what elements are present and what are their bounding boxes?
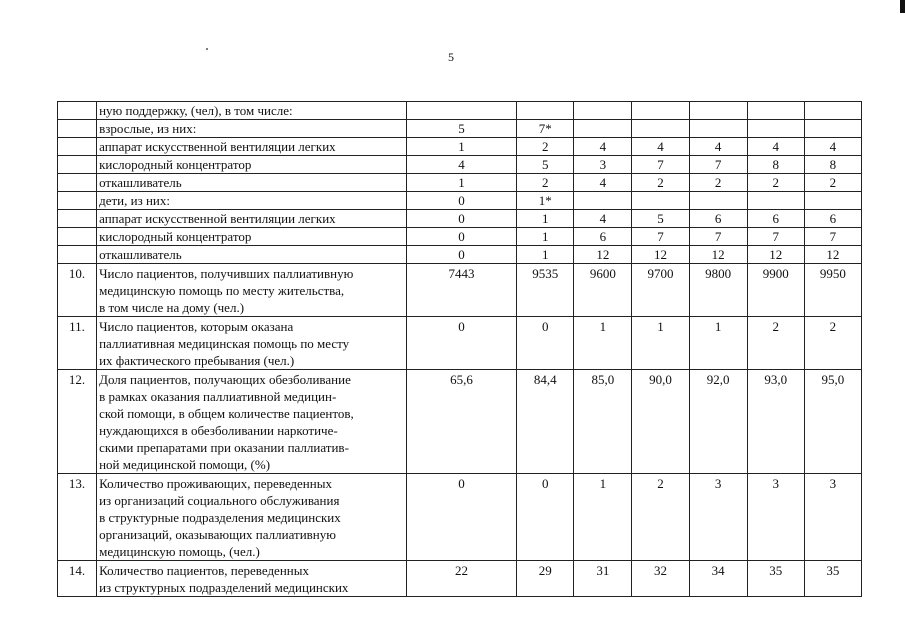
value-cell: 1 bbox=[517, 246, 574, 264]
value-cell: 0 bbox=[406, 246, 516, 264]
value-cell: 2 bbox=[747, 317, 804, 370]
row-description bbox=[97, 370, 407, 474]
table-row bbox=[58, 210, 862, 228]
value-cell: 7 bbox=[632, 228, 689, 246]
value-cell: 34 bbox=[689, 561, 747, 597]
value-cell bbox=[574, 192, 632, 210]
value-cell bbox=[632, 120, 689, 138]
value-cell: 35 bbox=[747, 561, 804, 597]
value-cell: 4 bbox=[632, 138, 689, 156]
row-number: 10. bbox=[58, 264, 97, 317]
value-cell: 6 bbox=[747, 210, 804, 228]
table-row bbox=[58, 474, 862, 561]
row-number bbox=[58, 246, 97, 264]
value-cell: 12 bbox=[574, 246, 632, 264]
table-row bbox=[58, 228, 862, 246]
value-cell: 5 bbox=[406, 120, 516, 138]
table-row bbox=[58, 561, 862, 597]
value-cell: 12 bbox=[689, 246, 747, 264]
value-cell: 9600 bbox=[574, 264, 632, 317]
row-description bbox=[97, 192, 407, 210]
value-cell: 85,0 bbox=[574, 370, 632, 474]
value-cell: 4 bbox=[574, 138, 632, 156]
description-line: скими препаратами при оказании паллиатив- bbox=[99, 440, 349, 455]
description-line: кислородный концентратор bbox=[99, 157, 252, 172]
value-cell: 2 bbox=[632, 474, 689, 561]
value-cell bbox=[804, 102, 861, 120]
value-cell: 6 bbox=[574, 228, 632, 246]
value-cell: 8 bbox=[747, 156, 804, 174]
value-cell: 9900 bbox=[747, 264, 804, 317]
value-cell bbox=[406, 102, 516, 120]
value-cell: 8 bbox=[804, 156, 861, 174]
description-line: организаций, оказывающих паллиативную bbox=[99, 527, 336, 542]
row-number: 12. bbox=[58, 370, 97, 474]
value-cell: 7 bbox=[689, 156, 747, 174]
row-number bbox=[58, 120, 97, 138]
row-description bbox=[97, 138, 407, 156]
value-cell: 22 bbox=[406, 561, 516, 597]
value-cell bbox=[517, 102, 574, 120]
description-line: аппарат искусственной вентиляции легких bbox=[99, 139, 336, 154]
value-cell: 35 bbox=[804, 561, 861, 597]
value-cell: 4 bbox=[574, 210, 632, 228]
value-cell bbox=[574, 120, 632, 138]
row-description bbox=[97, 156, 407, 174]
value-cell bbox=[689, 102, 747, 120]
value-cell: 12 bbox=[747, 246, 804, 264]
value-cell: 2 bbox=[747, 174, 804, 192]
value-cell: 2 bbox=[632, 174, 689, 192]
row-description bbox=[97, 317, 407, 370]
description-line: взрослые, из них: bbox=[99, 121, 197, 136]
value-cell bbox=[747, 120, 804, 138]
table-row bbox=[58, 317, 862, 370]
value-cell: 2 bbox=[804, 174, 861, 192]
description-line: медицинскую помощь, (чел.) bbox=[99, 544, 260, 559]
value-cell: 7 bbox=[689, 228, 747, 246]
table-row bbox=[58, 102, 862, 120]
description-line: Число пациентов, которым оказана bbox=[99, 319, 294, 334]
description-line: нуждающихся в обезболивании наркотиче- bbox=[99, 423, 338, 438]
table-row bbox=[58, 156, 862, 174]
row-description bbox=[97, 120, 407, 138]
value-cell: 0 bbox=[406, 317, 516, 370]
table-row bbox=[58, 264, 862, 317]
description-line: Количество пациентов, переведенных bbox=[99, 563, 309, 578]
value-cell: 12 bbox=[632, 246, 689, 264]
row-description bbox=[97, 246, 407, 264]
description-line: Количество проживающих, переведенных bbox=[99, 476, 332, 491]
value-cell bbox=[804, 120, 861, 138]
description-line: ской помощи, в общем количестве пациентов, bbox=[99, 406, 354, 421]
value-cell: 0 bbox=[406, 210, 516, 228]
row-description bbox=[97, 210, 407, 228]
value-cell: 1 bbox=[574, 474, 632, 561]
row-number: 14. bbox=[58, 561, 97, 597]
value-cell: 32 bbox=[632, 561, 689, 597]
description-line: медицинскую помощь по месту жительства, bbox=[99, 283, 345, 298]
table-row bbox=[58, 246, 862, 264]
row-description bbox=[97, 102, 407, 120]
row-description bbox=[97, 174, 407, 192]
value-cell: 2 bbox=[517, 138, 574, 156]
row-number bbox=[58, 102, 97, 120]
description-line: в структурные подразделения медицинских bbox=[99, 510, 341, 525]
value-cell: 1 bbox=[632, 317, 689, 370]
table-row bbox=[58, 174, 862, 192]
description-line: дети, из них: bbox=[99, 193, 170, 208]
table-row bbox=[58, 120, 862, 138]
row-number bbox=[58, 138, 97, 156]
value-cell: 92,0 bbox=[689, 370, 747, 474]
value-cell: 4 bbox=[406, 156, 516, 174]
value-cell: 90,0 bbox=[632, 370, 689, 474]
row-description bbox=[97, 561, 407, 597]
value-cell: 4 bbox=[747, 138, 804, 156]
row-description bbox=[97, 264, 407, 317]
value-cell: 3 bbox=[804, 474, 861, 561]
value-cell: 7 bbox=[747, 228, 804, 246]
value-cell bbox=[804, 192, 861, 210]
row-description bbox=[97, 474, 407, 561]
table-row bbox=[58, 138, 862, 156]
value-cell bbox=[632, 192, 689, 210]
value-cell: 6 bbox=[689, 210, 747, 228]
table-row bbox=[58, 370, 862, 474]
row-number: 11. bbox=[58, 317, 97, 370]
value-cell bbox=[689, 120, 747, 138]
value-cell: 1 bbox=[689, 317, 747, 370]
description-line: паллиативная медицинская помощь по месту bbox=[99, 336, 350, 351]
value-cell: 1 bbox=[406, 138, 516, 156]
description-line: Число пациентов, получивших паллиативную bbox=[99, 266, 354, 281]
value-cell: 3 bbox=[689, 474, 747, 561]
description-line: ную поддержку, (чел), в том числе: bbox=[99, 103, 293, 118]
row-number bbox=[58, 174, 97, 192]
page-edge-mark bbox=[900, 0, 905, 13]
value-cell: 5 bbox=[517, 156, 574, 174]
page-number: 5 bbox=[448, 50, 454, 64]
value-cell bbox=[632, 102, 689, 120]
value-cell bbox=[747, 102, 804, 120]
value-cell: 5 bbox=[632, 210, 689, 228]
row-description bbox=[97, 228, 407, 246]
description-line: из структурных подразделений медицинских bbox=[99, 580, 349, 595]
value-cell: 29 bbox=[517, 561, 574, 597]
scan-speck bbox=[206, 48, 208, 50]
value-cell: 7 bbox=[632, 156, 689, 174]
value-cell: 0 bbox=[406, 192, 516, 210]
value-cell: 1 bbox=[517, 228, 574, 246]
value-cell: 0 bbox=[517, 317, 574, 370]
description-line: их фактического пребывания (чел.) bbox=[99, 353, 295, 368]
value-cell: 31 bbox=[574, 561, 632, 597]
value-cell: 2 bbox=[517, 174, 574, 192]
value-cell: 1 bbox=[574, 317, 632, 370]
description-line: откашливатель bbox=[99, 175, 182, 190]
value-cell: 2 bbox=[804, 317, 861, 370]
value-cell: 7 bbox=[804, 228, 861, 246]
value-cell: 0 bbox=[406, 474, 516, 561]
description-line: ной медицинской помощи, (%) bbox=[99, 457, 271, 472]
value-cell: 12 bbox=[804, 246, 861, 264]
value-cell bbox=[689, 192, 747, 210]
value-cell: 93,0 bbox=[747, 370, 804, 474]
value-cell: 4 bbox=[804, 138, 861, 156]
description-line: откашливатель bbox=[99, 247, 182, 262]
description-line: из организаций социального обслуживания bbox=[99, 493, 340, 508]
row-number: 13. bbox=[58, 474, 97, 561]
row-number bbox=[58, 156, 97, 174]
value-cell: 4 bbox=[574, 174, 632, 192]
value-cell: 6 bbox=[804, 210, 861, 228]
value-cell: 3 bbox=[747, 474, 804, 561]
value-cell: 3 bbox=[574, 156, 632, 174]
description-line: в том числе на дому (чел.) bbox=[99, 300, 245, 315]
value-cell: 1* bbox=[517, 192, 574, 210]
value-cell bbox=[747, 192, 804, 210]
value-cell: 9535 bbox=[517, 264, 574, 317]
row-number bbox=[58, 210, 97, 228]
description-line: Доля пациентов, получающих обезболивание bbox=[99, 372, 351, 387]
table-body bbox=[58, 102, 862, 597]
value-cell: 1 bbox=[406, 174, 516, 192]
value-cell: 0 bbox=[517, 474, 574, 561]
value-cell: 0 bbox=[406, 228, 516, 246]
value-cell: 9700 bbox=[632, 264, 689, 317]
value-cell: 9950 bbox=[804, 264, 861, 317]
value-cell: 65,6 bbox=[406, 370, 516, 474]
indicator-table bbox=[57, 101, 862, 597]
value-cell: 95,0 bbox=[804, 370, 861, 474]
description-line: в рамках оказания паллиативной медицин- bbox=[99, 389, 337, 404]
row-number bbox=[58, 228, 97, 246]
value-cell bbox=[574, 102, 632, 120]
table-row bbox=[58, 192, 862, 210]
value-cell: 4 bbox=[689, 138, 747, 156]
value-cell: 1 bbox=[517, 210, 574, 228]
value-cell: 9800 bbox=[689, 264, 747, 317]
value-cell: 7* bbox=[517, 120, 574, 138]
description-line: кислородный концентратор bbox=[99, 229, 252, 244]
value-cell: 2 bbox=[689, 174, 747, 192]
value-cell: 7443 bbox=[406, 264, 516, 317]
description-line: аппарат искусственной вентиляции легких bbox=[99, 211, 336, 226]
value-cell: 84,4 bbox=[517, 370, 574, 474]
row-number bbox=[58, 192, 97, 210]
